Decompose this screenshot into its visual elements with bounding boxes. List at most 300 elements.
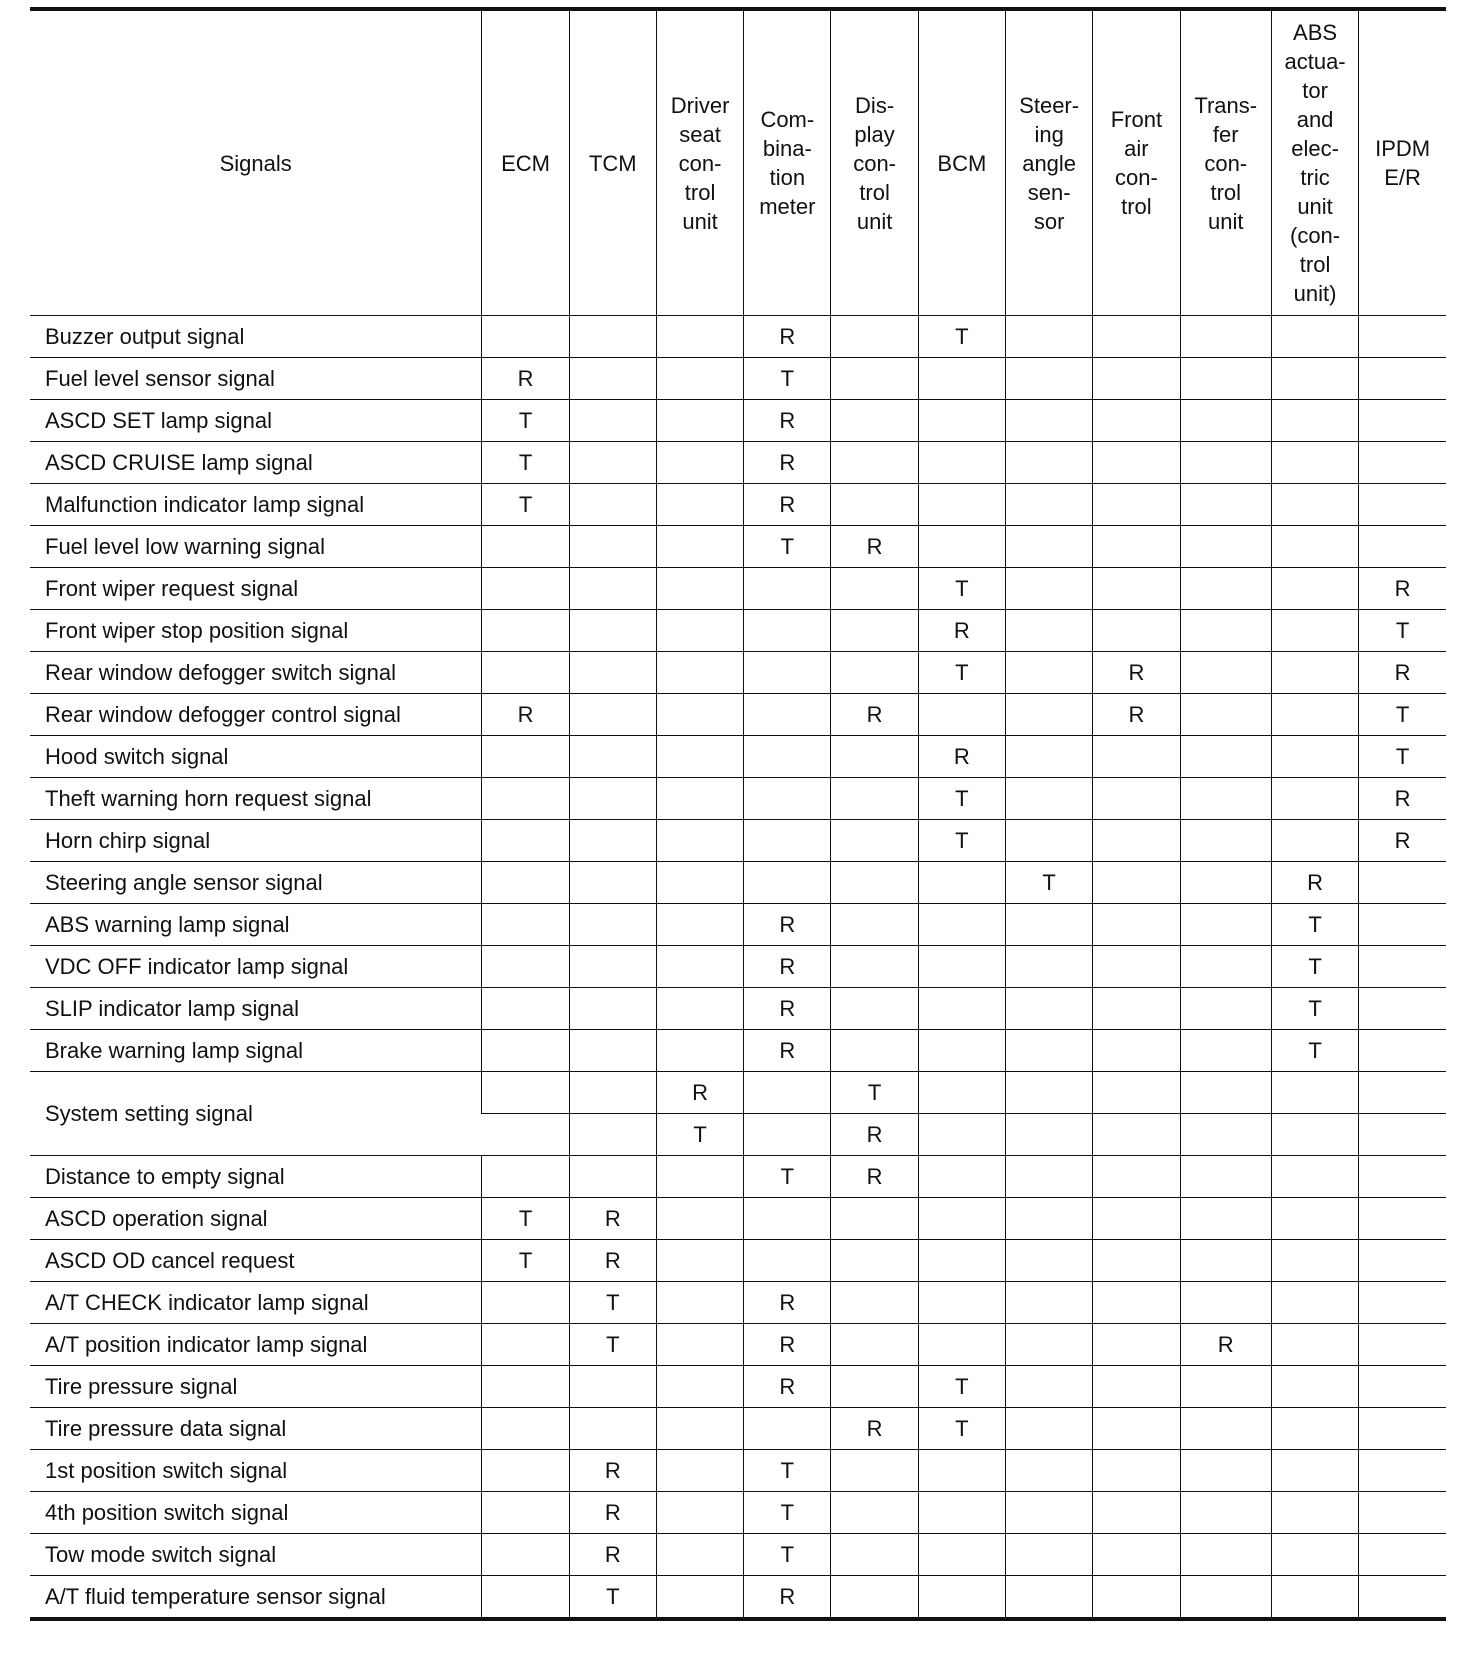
signal-cell <box>1093 1072 1180 1114</box>
signal-cell <box>1093 1366 1180 1408</box>
signal-cell <box>482 736 569 778</box>
signal-name: ASCD OD cancel request <box>30 1240 482 1282</box>
signal-cell <box>1180 568 1271 610</box>
table-row <box>30 862 1446 904</box>
table-row <box>30 1156 1446 1198</box>
signal-cell <box>1271 1072 1358 1114</box>
signal-cell <box>1006 610 1093 652</box>
signal-cell <box>1093 526 1180 568</box>
signal-name: 4th position switch signal <box>30 1492 482 1534</box>
signal-cell <box>831 946 918 988</box>
signal-cell: T <box>744 358 831 400</box>
signal-cell <box>918 358 1005 400</box>
signal-cell <box>569 652 656 694</box>
signal-cell: R <box>831 694 918 736</box>
signal-cell <box>1093 736 1180 778</box>
signal-cell: T <box>1359 694 1446 736</box>
signal-cell <box>831 358 918 400</box>
signal-cell: R <box>656 1072 743 1114</box>
signal-cell: R <box>1271 862 1358 904</box>
signal-cell <box>482 610 569 652</box>
signal-cell <box>1093 1408 1180 1450</box>
signal-cell <box>1093 1450 1180 1492</box>
signal-cell <box>1180 526 1271 568</box>
signal-cell: T <box>831 1072 918 1114</box>
signal-cell <box>831 568 918 610</box>
signal-name: Brake warning lamp signal <box>30 1030 482 1072</box>
signal-cell <box>482 1030 569 1072</box>
signal-cell <box>1006 400 1093 442</box>
signal-cell <box>569 694 656 736</box>
signal-cell <box>744 652 831 694</box>
signal-cell <box>656 484 743 526</box>
table-row <box>30 484 1446 526</box>
signal-name: Tire pressure data signal <box>30 1408 482 1450</box>
signal-cell <box>1093 820 1180 862</box>
signal-cell <box>1359 316 1446 358</box>
table-row <box>30 400 1446 442</box>
signal-cell <box>918 1072 1005 1114</box>
signal-cell: T <box>482 400 569 442</box>
signal-cell <box>569 988 656 1030</box>
table-row <box>30 1072 1446 1114</box>
signal-cell <box>1093 778 1180 820</box>
signal-cell <box>1093 484 1180 526</box>
signal-cell <box>656 1030 743 1072</box>
signal-cell <box>1359 1492 1446 1534</box>
signal-cell <box>569 610 656 652</box>
signal-cell: T <box>569 1282 656 1324</box>
signal-cell: T <box>744 1450 831 1492</box>
signal-cell: R <box>569 1450 656 1492</box>
signal-cell <box>1093 442 1180 484</box>
signal-cell <box>1359 1114 1446 1156</box>
signal-cell <box>1006 1492 1093 1534</box>
signal-cell <box>1180 358 1271 400</box>
signal-cell: R <box>482 694 569 736</box>
signal-cell <box>569 400 656 442</box>
signal-cell: T <box>918 652 1005 694</box>
signal-name: A/T fluid temperature sensor signal <box>30 1576 482 1620</box>
signal-cell: T <box>656 1114 743 1156</box>
signal-cell <box>1359 442 1446 484</box>
signal-cell <box>1180 610 1271 652</box>
signal-cell <box>831 820 918 862</box>
signal-cell: T <box>1271 1030 1358 1072</box>
signal-cell <box>918 1282 1005 1324</box>
signal-cell <box>482 862 569 904</box>
table-row <box>30 1282 1446 1324</box>
signal-cell <box>1180 652 1271 694</box>
signal-cell <box>656 610 743 652</box>
table-row <box>30 568 1446 610</box>
signal-cell: R <box>744 484 831 526</box>
signal-cell <box>656 1324 743 1366</box>
table-row <box>30 316 1446 358</box>
column-header-ecm: ECM <box>482 9 569 316</box>
signal-cell <box>831 400 918 442</box>
signal-cell <box>1271 442 1358 484</box>
signal-cell <box>1271 1198 1358 1240</box>
column-header-abs-actuator: ABS actua- tor and elec- tric unit (con- trol unit) <box>1271 9 1358 316</box>
table-row <box>30 1030 1446 1072</box>
signal-cell <box>1180 778 1271 820</box>
signal-cell <box>1359 862 1446 904</box>
signal-cell <box>1271 1492 1358 1534</box>
signal-cell: T <box>744 1534 831 1576</box>
signal-cell <box>1271 484 1358 526</box>
signal-cell <box>1271 1366 1358 1408</box>
signal-cell: R <box>569 1492 656 1534</box>
signal-cell <box>1093 610 1180 652</box>
signal-cell <box>1180 694 1271 736</box>
signal-cell: R <box>744 946 831 988</box>
signal-cell <box>656 1282 743 1324</box>
column-header-display-control-unit: Dis- play con- trol unit <box>831 9 918 316</box>
signal-cell <box>656 400 743 442</box>
signal-cell <box>1093 1030 1180 1072</box>
signal-cell <box>1093 1114 1180 1156</box>
signal-cell <box>1271 1576 1358 1620</box>
signal-cell: T <box>744 1492 831 1534</box>
signal-cell <box>1271 1324 1358 1366</box>
signal-cell <box>569 904 656 946</box>
signal-cell: R <box>744 400 831 442</box>
signal-cell <box>482 1282 569 1324</box>
signal-cell: T <box>569 1324 656 1366</box>
signal-cell: R <box>1359 652 1446 694</box>
column-header-signals: Signals <box>30 9 482 316</box>
signal-cell: R <box>744 988 831 1030</box>
signal-cell <box>1180 1114 1271 1156</box>
table-row <box>30 1198 1446 1240</box>
signal-cell <box>1271 526 1358 568</box>
table-row <box>30 1366 1446 1408</box>
signal-cell <box>918 1492 1005 1534</box>
signal-cell <box>1271 778 1358 820</box>
signal-cell <box>918 904 1005 946</box>
signal-cell: R <box>482 358 569 400</box>
signal-cell <box>831 1324 918 1366</box>
signal-cell <box>1006 1198 1093 1240</box>
signal-cell <box>569 568 656 610</box>
signal-cell <box>656 442 743 484</box>
signal-cell: R <box>744 1576 831 1620</box>
signal-cell <box>569 316 656 358</box>
signal-cell <box>1006 1408 1093 1450</box>
signal-cell <box>1180 1450 1271 1492</box>
table-row <box>30 1534 1446 1576</box>
signal-cell <box>744 736 831 778</box>
signal-cell: R <box>918 610 1005 652</box>
signal-cell <box>569 1030 656 1072</box>
signal-cell <box>1271 316 1358 358</box>
signal-cell <box>918 862 1005 904</box>
signal-cell <box>482 568 569 610</box>
signal-cell <box>831 778 918 820</box>
signal-cell <box>918 1450 1005 1492</box>
signal-cell <box>569 778 656 820</box>
signal-cell <box>656 862 743 904</box>
signal-cell <box>1359 1156 1446 1198</box>
signal-cell <box>1359 1534 1446 1576</box>
signal-cell <box>744 1198 831 1240</box>
signal-cell <box>1271 400 1358 442</box>
signal-cell: R <box>831 526 918 568</box>
signal-cell <box>569 1072 656 1114</box>
signal-name: Tire pressure signal <box>30 1366 482 1408</box>
signal-name: Rear window defogger switch signal <box>30 652 482 694</box>
table-row <box>30 526 1446 568</box>
signal-name: System setting signal <box>30 1072 482 1156</box>
signal-cell <box>482 652 569 694</box>
signal-cell <box>1093 1282 1180 1324</box>
signal-cell <box>1006 442 1093 484</box>
signal-cell <box>1093 1198 1180 1240</box>
signal-cell: T <box>918 568 1005 610</box>
table-body <box>30 316 1446 1620</box>
signal-cell <box>1093 862 1180 904</box>
table-row <box>30 820 1446 862</box>
column-header-combination-meter: Com- bina- tion meter <box>744 9 831 316</box>
signal-name: Tow mode switch signal <box>30 1534 482 1576</box>
signal-cell <box>1093 946 1180 988</box>
signal-cell <box>744 1240 831 1282</box>
signal-cell <box>656 820 743 862</box>
signal-cell <box>656 568 743 610</box>
signal-name: VDC OFF indicator lamp signal <box>30 946 482 988</box>
signal-cell <box>656 358 743 400</box>
signal-cell <box>482 1576 569 1620</box>
column-header-transfer-control-unit: Trans- fer con- trol unit <box>1180 9 1271 316</box>
signal-cell <box>482 778 569 820</box>
signal-name: Malfunction indicator lamp signal <box>30 484 482 526</box>
signal-cell <box>1180 820 1271 862</box>
signal-name: ASCD CRUISE lamp signal <box>30 442 482 484</box>
signal-cell <box>656 1450 743 1492</box>
signal-cell <box>1180 946 1271 988</box>
signal-cell: R <box>1093 652 1180 694</box>
signal-cell <box>1093 1240 1180 1282</box>
signal-cell: T <box>1006 862 1093 904</box>
signal-cell <box>1006 694 1093 736</box>
signal-cell <box>918 1534 1005 1576</box>
column-header-front-air-control: Front air con- trol <box>1093 9 1180 316</box>
signal-cell <box>569 442 656 484</box>
table-row <box>30 736 1446 778</box>
signal-cell <box>1359 1030 1446 1072</box>
signal-cell: T <box>482 484 569 526</box>
signal-cell <box>1006 1030 1093 1072</box>
signal-cell <box>482 526 569 568</box>
signal-name: Buzzer output signal <box>30 316 482 358</box>
signal-cell: T <box>1359 736 1446 778</box>
signal-cell <box>482 1450 569 1492</box>
table-row <box>30 988 1446 1030</box>
signal-cell: T <box>1359 610 1446 652</box>
signal-cell <box>1006 988 1093 1030</box>
signal-cell <box>831 1492 918 1534</box>
signal-cell <box>918 1156 1005 1198</box>
column-header-bcm: BCM <box>918 9 1005 316</box>
signal-cell <box>482 1408 569 1450</box>
signal-cell: T <box>1271 946 1358 988</box>
signal-cell <box>656 736 743 778</box>
signal-cell: R <box>744 1366 831 1408</box>
signal-cell: R <box>569 1198 656 1240</box>
signal-cell <box>831 1198 918 1240</box>
signal-cell <box>1093 988 1180 1030</box>
table-row <box>30 1240 1446 1282</box>
signal-cell <box>1359 1450 1446 1492</box>
column-header-ipdm-er: IPDM E/R <box>1359 9 1446 316</box>
signal-cell: R <box>918 736 1005 778</box>
table-row <box>30 904 1446 946</box>
signal-cell: R <box>1359 820 1446 862</box>
signal-cell <box>918 694 1005 736</box>
signal-cell <box>1180 316 1271 358</box>
signal-cell: T <box>918 820 1005 862</box>
signal-cell <box>831 652 918 694</box>
signal-cell <box>482 1366 569 1408</box>
signal-cell: R <box>1093 694 1180 736</box>
column-header-driver-seat-control-unit: Driver seat con- trol unit <box>656 9 743 316</box>
table-row <box>30 778 1446 820</box>
signal-cell <box>918 1240 1005 1282</box>
signal-cell <box>1359 1408 1446 1450</box>
signal-cell <box>1006 1324 1093 1366</box>
signal-cell <box>1180 1240 1271 1282</box>
signal-cell: R <box>744 904 831 946</box>
signal-cell <box>1006 778 1093 820</box>
signal-cell <box>569 1366 656 1408</box>
signal-cell <box>656 1492 743 1534</box>
signal-name: Front wiper request signal <box>30 568 482 610</box>
signal-cell <box>1180 988 1271 1030</box>
signal-cell <box>831 442 918 484</box>
table-row <box>30 1576 1446 1620</box>
signal-cell: R <box>831 1114 918 1156</box>
signal-cell <box>656 1534 743 1576</box>
signal-name: Distance to empty signal <box>30 1156 482 1198</box>
signal-name: A/T CHECK indicator lamp signal <box>30 1282 482 1324</box>
signal-cell <box>1271 1450 1358 1492</box>
signal-cell <box>656 778 743 820</box>
signal-cell <box>744 694 831 736</box>
signal-cell <box>1180 484 1271 526</box>
signal-cell <box>656 1366 743 1408</box>
signal-cell <box>482 820 569 862</box>
signal-cell <box>482 904 569 946</box>
signal-cell <box>1180 736 1271 778</box>
signal-cell: R <box>569 1240 656 1282</box>
signal-cell <box>569 862 656 904</box>
signal-name: SLIP indicator lamp signal <box>30 988 482 1030</box>
signal-cell <box>1093 1492 1180 1534</box>
signal-cell <box>656 1156 743 1198</box>
signal-cell <box>1093 1156 1180 1198</box>
signal-cell <box>1359 358 1446 400</box>
signal-cell: T <box>569 1576 656 1620</box>
signal-cell <box>569 946 656 988</box>
signal-name: ABS warning lamp signal <box>30 904 482 946</box>
signal-cell <box>1180 1534 1271 1576</box>
signal-cell <box>1271 1534 1358 1576</box>
signal-cell <box>831 1534 918 1576</box>
signal-cell: R <box>744 1324 831 1366</box>
signal-cell <box>1359 526 1446 568</box>
signal-cell: T <box>482 442 569 484</box>
signal-cell <box>569 484 656 526</box>
signal-cell <box>1093 1576 1180 1620</box>
signal-name: Fuel level sensor signal <box>30 358 482 400</box>
signal-cell <box>1006 316 1093 358</box>
signal-cell <box>1180 1198 1271 1240</box>
signal-cell <box>1093 1534 1180 1576</box>
signal-name: ASCD operation signal <box>30 1198 482 1240</box>
signal-cell <box>831 1240 918 1282</box>
table-row <box>30 652 1446 694</box>
signal-name: Rear window defogger control signal <box>30 694 482 736</box>
signal-cell <box>1359 1282 1446 1324</box>
signal-cell: R <box>1359 778 1446 820</box>
signal-cell <box>1180 1156 1271 1198</box>
signal-cell <box>1271 1240 1358 1282</box>
signal-cell <box>1271 358 1358 400</box>
signal-cell: R <box>569 1534 656 1576</box>
signal-name: Fuel level low warning signal <box>30 526 482 568</box>
signal-cell: T <box>918 316 1005 358</box>
signal-cell <box>569 1156 656 1198</box>
signal-cell <box>1180 1576 1271 1620</box>
signal-cell <box>1359 1072 1446 1114</box>
signal-cell: T <box>744 526 831 568</box>
signal-cell <box>482 1072 569 1114</box>
signal-cell <box>744 1408 831 1450</box>
signal-cell <box>1093 568 1180 610</box>
signal-cell <box>1006 1282 1093 1324</box>
signal-cell <box>1180 1408 1271 1450</box>
signal-cell <box>1271 820 1358 862</box>
table-row <box>30 694 1446 736</box>
signal-cell <box>569 736 656 778</box>
signal-cell <box>1359 484 1446 526</box>
signal-name: Theft warning horn request signal <box>30 778 482 820</box>
signal-cell <box>831 904 918 946</box>
signal-cell <box>1359 1366 1446 1408</box>
signal-cell <box>1006 904 1093 946</box>
signal-cell <box>569 358 656 400</box>
signal-cell: T <box>1271 904 1358 946</box>
signal-cell: T <box>918 778 1005 820</box>
signal-cell <box>1271 610 1358 652</box>
signal-cell <box>1093 904 1180 946</box>
signal-cell <box>831 736 918 778</box>
signal-cell <box>831 1282 918 1324</box>
signal-cell <box>831 862 918 904</box>
signal-cell <box>918 988 1005 1030</box>
signal-cell <box>1271 694 1358 736</box>
table-row <box>30 1450 1446 1492</box>
signal-cell <box>1359 1576 1446 1620</box>
signal-cell: R <box>831 1408 918 1450</box>
signal-name: A/T position indicator lamp signal <box>30 1324 482 1366</box>
signal-cell <box>1006 1114 1093 1156</box>
signal-cell <box>1271 1114 1358 1156</box>
signal-cell <box>656 946 743 988</box>
table-row <box>30 1492 1446 1534</box>
signal-cell <box>1180 1030 1271 1072</box>
